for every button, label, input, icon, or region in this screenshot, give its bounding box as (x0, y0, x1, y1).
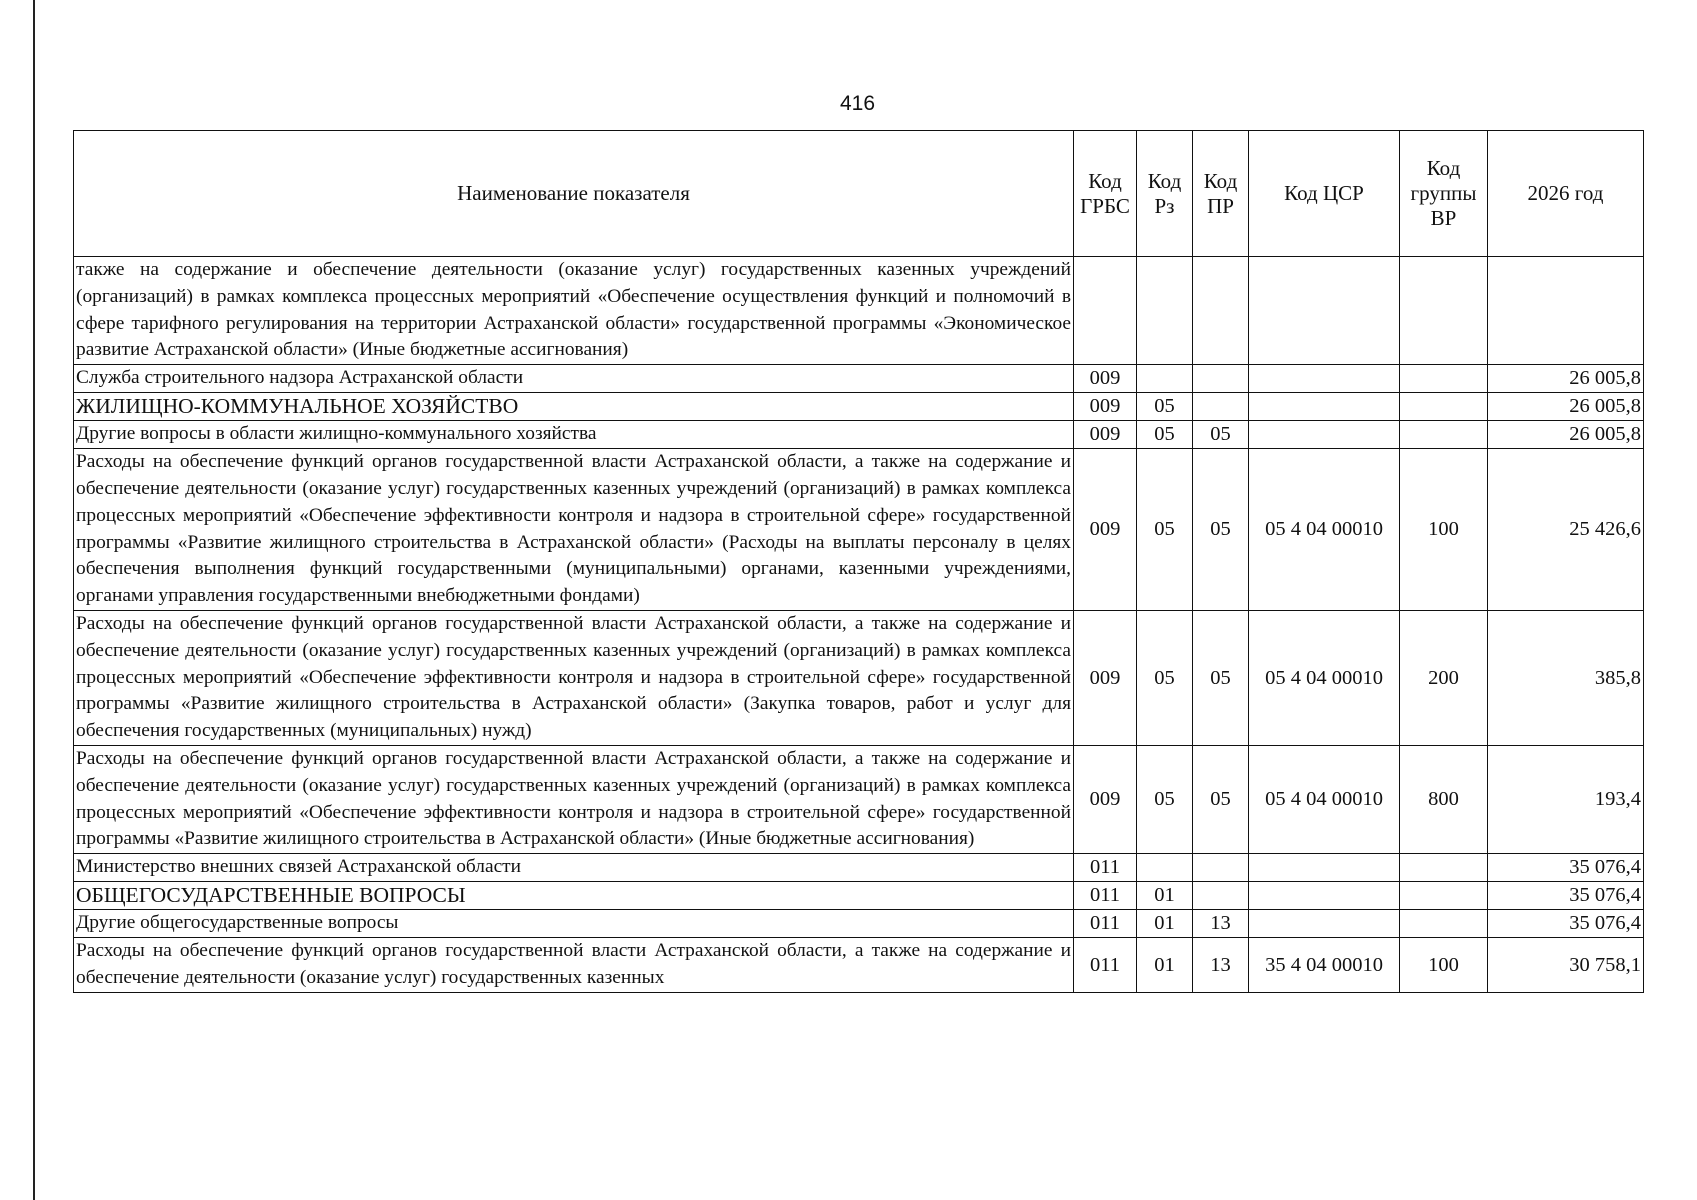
row-pr: 05 (1193, 610, 1249, 745)
header-pr: Код ПР (1193, 131, 1249, 257)
row-name: ЖИЛИЩНО-КОММУНАЛЬНОЕ ХОЗЯЙСТВО (74, 393, 1074, 421)
row-amount: 26 005,8 (1488, 421, 1644, 449)
row-csr (1249, 365, 1400, 393)
row-vr: 200 (1400, 610, 1488, 745)
row-rz: 01 (1137, 882, 1193, 910)
row-pr (1193, 365, 1249, 393)
row-amount (1488, 257, 1644, 365)
row-amount: 30 758,1 (1488, 938, 1644, 993)
row-vr (1400, 393, 1488, 421)
binding-margin-line (33, 0, 35, 1200)
row-amount: 385,8 (1488, 610, 1644, 745)
row-amount: 26 005,8 (1488, 365, 1644, 393)
table-row (74, 938, 1644, 993)
row-vr (1400, 910, 1488, 938)
row-vr: 100 (1400, 938, 1488, 993)
row-rz (1137, 854, 1193, 882)
table-row (74, 882, 1644, 910)
table-row (74, 365, 1644, 393)
table-row (74, 393, 1644, 421)
row-vr: 100 (1400, 449, 1488, 611)
row-csr (1249, 910, 1400, 938)
row-rz: 05 (1137, 421, 1193, 449)
row-vr (1400, 365, 1488, 393)
row-grbs: 009 (1074, 393, 1137, 421)
row-name: ОБЩЕГОСУДАРСТВЕННЫЕ ВОПРОСЫ (74, 882, 1074, 910)
row-grbs: 011 (1074, 910, 1137, 938)
row-rz: 05 (1137, 393, 1193, 421)
row-csr (1249, 421, 1400, 449)
table-row (74, 745, 1644, 853)
row-pr (1193, 854, 1249, 882)
row-name: Расходы на обеспечение функций органов государственной власти Астраханской области, а также на содержание и обеспечение деятельности (оказание услуг) государственных казенных учреждений (организаций) в рамках комплекса процессных мероприятий «Обеспечение эффективности контроля и надзора в строительной сфере» государственной программы «Развитие жилищного строительства в Астраханской области» (Закупка товаров, работ и услуг для обеспечения государственных (муниципальных) нужд) (74, 610, 1074, 745)
row-grbs: 009 (1074, 745, 1137, 853)
row-csr (1249, 257, 1400, 365)
row-amount: 26 005,8 (1488, 393, 1644, 421)
row-rz: 05 (1137, 745, 1193, 853)
row-name: Министерство внешних связей Астраханской области (74, 854, 1074, 882)
row-vr (1400, 882, 1488, 910)
row-pr (1193, 393, 1249, 421)
page-number: 416 (839, 92, 876, 115)
row-name: также на содержание и обеспечение деятельности (оказание услуг) государственных казенных учреждений (организаций) в рамках комплекса процессных мероприятий «Обеспечение осуществления функций и полномочий в сфере тарифного регулирования на территории Астраханской области» государственной программы «Экономическое развитие Астраханской области» (Иные бюджетные ассигнования) (74, 257, 1074, 365)
row-grbs: 009 (1074, 449, 1137, 611)
row-grbs: 009 (1074, 365, 1137, 393)
row-csr (1249, 393, 1400, 421)
table-row (74, 257, 1644, 365)
row-amount: 193,4 (1488, 745, 1644, 853)
row-vr (1400, 854, 1488, 882)
row-vr: 800 (1400, 745, 1488, 853)
table-row (74, 910, 1644, 938)
row-pr: 13 (1193, 938, 1249, 993)
row-pr: 05 (1193, 449, 1249, 611)
row-grbs: 009 (1074, 421, 1137, 449)
row-csr (1249, 854, 1400, 882)
budget-table (73, 130, 1644, 993)
row-pr (1193, 257, 1249, 365)
header-year: 2026 год (1488, 131, 1644, 257)
row-rz: 01 (1137, 910, 1193, 938)
header-name: Наименование показателя (74, 131, 1074, 257)
row-csr: 05 4 04 00010 (1249, 745, 1400, 853)
row-rz: 05 (1137, 610, 1193, 745)
row-grbs: 011 (1074, 854, 1137, 882)
row-grbs: 011 (1074, 938, 1137, 993)
row-name: Расходы на обеспечение функций органов государственной власти Астраханской области, а также на содержание и обеспечение деятельности (оказание услуг) государственных казенных учреждений (организаций) в рамках комплекса процессных мероприятий «Обеспечение эффективности контроля и надзора в строительной сфере» государственной программы «Развитие жилищного строительства в Астраханской области» (Расходы на выплаты персоналу в целях обеспечения выполнения функций государственными (муниципальными) органами, казенными учреждениями, органами управления государственными внебюджетными фондами) (74, 449, 1074, 611)
row-grbs (1074, 257, 1137, 365)
row-pr (1193, 882, 1249, 910)
row-name: Другие общегосударственные вопросы (74, 910, 1074, 938)
row-pr: 13 (1193, 910, 1249, 938)
table-row (74, 421, 1644, 449)
row-name: Расходы на обеспечение функций органов государственной власти Астраханской области, а также на содержание и обеспечение деятельности (оказание услуг) государственных казенных (74, 938, 1074, 993)
row-csr (1249, 882, 1400, 910)
row-name: Служба строительного надзора Астраханской области (74, 365, 1074, 393)
row-amount: 35 076,4 (1488, 910, 1644, 938)
row-rz (1137, 365, 1193, 393)
row-amount: 35 076,4 (1488, 854, 1644, 882)
row-rz: 01 (1137, 938, 1193, 993)
table-row (74, 610, 1644, 745)
row-name: Расходы на обеспечение функций органов государственной власти Астраханской области, а также на содержание и обеспечение деятельности (оказание услуг) государственных казенных учреждений (организаций) в рамках комплекса процессных мероприятий «Обеспечение эффективности контроля и надзора в строительной сфере» государственной программы «Развитие жилищного строительства в Астраханской области» (Иные бюджетные ассигнования) (74, 745, 1074, 853)
row-rz (1137, 257, 1193, 365)
row-csr: 05 4 04 00010 (1249, 449, 1400, 611)
row-amount: 35 076,4 (1488, 882, 1644, 910)
header-csr: Код ЦСР (1249, 131, 1400, 257)
row-name: Другие вопросы в области жилищно-коммунального хозяйства (74, 421, 1074, 449)
row-vr (1400, 257, 1488, 365)
header-grbs: Код ГРБС (1074, 131, 1137, 257)
row-vr (1400, 421, 1488, 449)
table-row (74, 854, 1644, 882)
table-header-row (74, 131, 1644, 257)
row-amount: 25 426,6 (1488, 449, 1644, 611)
header-rz: Код Рз (1137, 131, 1193, 257)
row-pr: 05 (1193, 745, 1249, 853)
row-rz: 05 (1137, 449, 1193, 611)
row-grbs: 011 (1074, 882, 1137, 910)
header-vr: Код группы ВР (1400, 131, 1488, 257)
row-csr: 35 4 04 00010 (1249, 938, 1400, 993)
table-row (74, 449, 1644, 611)
row-grbs: 009 (1074, 610, 1137, 745)
row-csr: 05 4 04 00010 (1249, 610, 1400, 745)
row-pr: 05 (1193, 421, 1249, 449)
